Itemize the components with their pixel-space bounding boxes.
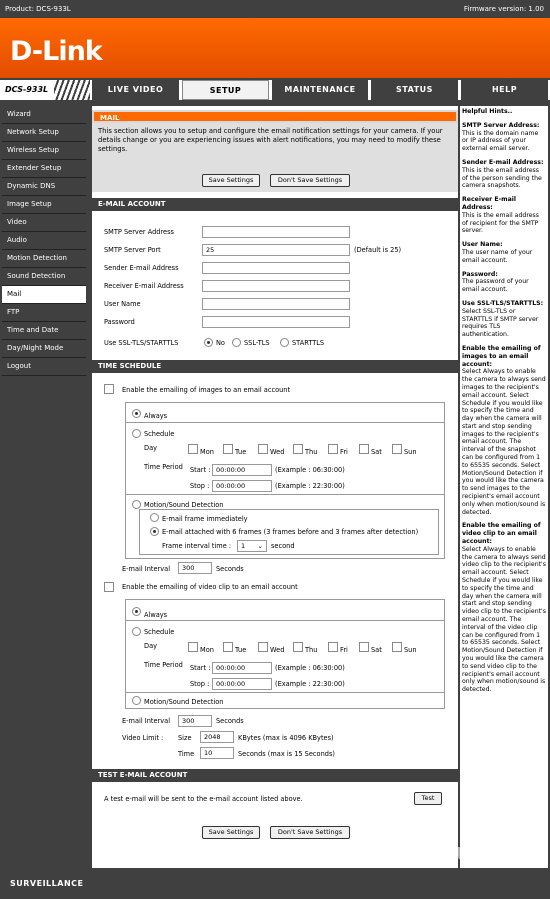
images-day-checkbox[interactable]	[328, 444, 338, 454]
hint-text: The user name of your email account.	[462, 248, 533, 264]
main-content	[92, 106, 458, 868]
sidebar-item-mail[interactable]: Mail	[2, 286, 86, 304]
mail-description: This section allows you to setup and configure the email notification settings for your camera. If your details change or you are experiencing issues with alert notifications, you may need to modify these settings.	[98, 127, 443, 153]
dlink-logo: D-Link	[10, 36, 102, 67]
mail-description-panel	[92, 123, 458, 192]
hint-title: Sender E-mail Address:	[462, 158, 544, 166]
frames-6-label: E-mail attached with 6 frames (3 frames before and 3 frames after detection)	[162, 528, 419, 536]
tab-maintenance[interactable]: MAINTENANCE	[272, 80, 368, 100]
ssl-radio-ssl-tls[interactable]	[232, 338, 241, 347]
sidebar	[2, 106, 86, 376]
video-time-note: Seconds (max is 15 Seconds)	[238, 750, 335, 758]
hint-text: This is the email address of recipient for the SMTP server.	[462, 211, 539, 235]
video-day-checkbox[interactable]	[359, 642, 369, 652]
enable-images-label: Enable the emailing of images to an email account	[122, 386, 291, 394]
sender-email-input[interactable]	[202, 262, 350, 274]
hint-title: Use SSL-TLS/STARTTLS:	[462, 299, 544, 307]
product-name: Product: DCS-933L	[5, 5, 71, 13]
hint-text: This is the email address of the person sending the camera snapshots.	[462, 166, 542, 190]
ssl-option-no: No	[216, 339, 225, 347]
video-day-checkbox[interactable]	[223, 642, 233, 652]
images-stop-input[interactable]: 00:00:00	[212, 480, 272, 492]
divider	[126, 422, 444, 423]
hint-text: The password of your email account.	[462, 278, 529, 294]
hint-title: Enable the emailing of images to an email account:	[462, 344, 541, 368]
sidebar-item-time-and-date[interactable]: Time and Date	[2, 322, 86, 340]
banner	[0, 18, 550, 78]
images-day-label: Day	[144, 444, 158, 452]
nav-bar	[0, 80, 550, 100]
divider	[126, 620, 444, 621]
tab-help[interactable]: HELP	[461, 80, 548, 100]
hint-title: Password:	[462, 270, 498, 278]
images-schedule-radio[interactable]	[132, 429, 141, 438]
sidebar-item-network-setup[interactable]: Network Setup	[2, 124, 86, 142]
sidebar-item-sound-detection[interactable]: Sound Detection	[2, 268, 86, 286]
day-thu: Thu	[305, 448, 318, 456]
day-fri: Fri	[340, 448, 348, 456]
sidebar-item-wireless-setup[interactable]: Wireless Setup	[2, 142, 86, 160]
hint-text: Select Always to enable the camera to always send images to the recipient's email account. Select Schedule if you would like to specify the time and day when the camera will start and stop sending images to the recipient's email account. The interval of the snapshot can be configured from 1 to 65535 seconds. Select Motion/Sound Detection if you would like the camera to send images to the recipient's email account only when motion/sound is detected.	[462, 368, 546, 516]
save-settings-button-bottom[interactable]: Save Settings	[202, 826, 260, 839]
test-email-section	[92, 769, 458, 817]
images-email-interval-input[interactable]: 300	[178, 562, 212, 574]
video-stop-label: Stop :	[190, 680, 210, 688]
images-motion-label: Motion/Sound Detection	[144, 501, 224, 509]
video-day-label: Day	[144, 642, 158, 650]
smtp-port-default: (Default is 25)	[354, 246, 402, 254]
video-schedule-radio[interactable]	[132, 627, 141, 636]
ssl-radio-starttls[interactable]	[280, 338, 289, 347]
video-size-label: Size	[178, 734, 192, 742]
model-stripes	[54, 80, 90, 100]
images-start-example: (Example : 06:30:00)	[275, 466, 345, 474]
day-mon: Mon	[200, 448, 214, 456]
password-label: Password	[104, 318, 135, 326]
video-day-checkbox[interactable]	[293, 642, 303, 652]
ssl-option-ssl-tls: SSL-TLS	[244, 339, 270, 347]
tab-status[interactable]: STATUS	[371, 80, 458, 100]
email-account-section	[92, 198, 458, 358]
hint-title: Receiver E-mail Address:	[462, 196, 517, 211]
video-day-checkbox[interactable]	[258, 642, 268, 652]
images-always-label: Always	[144, 412, 168, 420]
video-day-checkbox[interactable]	[392, 642, 402, 652]
hint-text: Select Always to enable the camera to always send video clip to the recipient's email account. Select Schedule if you would like to specify the time and day when the camera will start and stop sending video clip to the recipient's email account. The interval of the video clip can be configured from 1 to 65535 seconds. Select Motion/Sound Detection if you would like the camera to send video clip to the recipient's email account only when motion/sound is detected.	[462, 545, 546, 694]
images-email-interval-label: E-mail Interval	[122, 565, 171, 573]
images-email-interval-unit: Seconds	[216, 565, 244, 573]
sidebar-item-dynamic-dns[interactable]: Dynamic DNS	[2, 178, 86, 196]
day-tue: Tue	[235, 646, 247, 654]
images-start-input[interactable]: 00:00:00	[212, 464, 272, 476]
video-time-input[interactable]: 10	[200, 747, 234, 759]
email-account-title: E-MAIL ACCOUNT	[92, 198, 458, 211]
divider	[126, 494, 444, 495]
images-day-checkbox[interactable]	[293, 444, 303, 454]
helpful-hints	[460, 106, 548, 868]
images-day-checkbox[interactable]	[359, 444, 369, 454]
tab-live-video[interactable]: LIVE VIDEO	[92, 80, 179, 100]
day-thu: Thu	[305, 646, 318, 654]
hint-text: Select SSL-TLS or STARTTLS if SMTP server requires TLS authentication.	[462, 307, 539, 339]
model-badge	[2, 80, 90, 100]
sidebar-item-video[interactable]: Video	[2, 214, 86, 232]
images-start-label: Start :	[190, 466, 211, 474]
frame-immediately-label: E-mail frame immediately	[162, 515, 248, 523]
smtp-address-input[interactable]	[202, 226, 350, 238]
enable-video-checkbox[interactable]	[104, 582, 114, 592]
video-email-interval-unit: Seconds	[216, 717, 244, 725]
frame-interval-select[interactable]	[237, 540, 267, 552]
frame-interval-unit: second	[271, 542, 295, 550]
chevron-down-icon: ⌄	[257, 542, 263, 550]
video-start-label: Start :	[190, 664, 211, 672]
video-time-label: Time	[178, 750, 195, 758]
video-day-checkbox[interactable]	[328, 642, 338, 652]
video-motion-radio[interactable]	[132, 696, 141, 705]
test-email-title: TEST E-MAIL ACCOUNT	[92, 769, 458, 782]
user-name-input[interactable]	[202, 298, 350, 310]
video-stop-example: (Example : 22:30:00)	[275, 680, 345, 688]
footer-text: SURVEILLANCE	[10, 879, 84, 888]
user-name-label: User Name	[104, 300, 141, 308]
sender-email-label: Sender E-mail Address	[104, 264, 179, 272]
divider	[126, 692, 444, 693]
video-schedule-label: Schedule	[144, 628, 175, 636]
footer	[0, 870, 550, 899]
video-start-example: (Example : 06:30:00)	[275, 664, 345, 672]
day-tue: Tue	[235, 448, 247, 456]
video-stop-input[interactable]: 00:00:00	[212, 678, 272, 690]
frame-immediately-radio[interactable]	[150, 513, 159, 522]
time-schedule-section	[92, 360, 458, 766]
day-sun: Sun	[404, 448, 417, 456]
test-email-description: A test e-mail will be sent to the e-mail account listed above.	[104, 795, 303, 803]
day-sat: Sat	[371, 448, 382, 456]
frame-interval-value: 1	[241, 542, 246, 550]
password-input[interactable]	[202, 316, 350, 328]
images-schedule-label: Schedule	[144, 430, 175, 438]
sidebar-item-logout[interactable]: Logout	[2, 358, 86, 376]
hint-title: SMTP Server Address:	[462, 121, 540, 129]
ssl-option-starttls: STARTTLS	[292, 339, 325, 347]
test-button[interactable]: Test	[414, 792, 442, 805]
video-email-interval-input[interactable]: 300	[178, 715, 212, 727]
video-start-input[interactable]: 00:00:00	[212, 662, 272, 674]
day-sat: Sat	[371, 646, 382, 654]
day-wed: Wed	[270, 448, 285, 456]
mail-section	[92, 110, 458, 192]
watermark: JagatReview	[360, 840, 513, 865]
video-email-interval-label: E-mail Interval	[122, 717, 171, 725]
ssl-label: Use SSL-TLS/STARTTLS	[104, 339, 179, 347]
top-bar	[0, 0, 550, 18]
firmware-version: Firmware version: 1.00	[463, 5, 544, 13]
frames-6-radio[interactable]	[150, 527, 159, 536]
tab-setup[interactable]: SETUP	[182, 80, 269, 100]
day-mon: Mon	[200, 646, 214, 654]
mail-title: MAIL	[92, 110, 458, 123]
images-day-checkbox[interactable]	[392, 444, 402, 454]
images-time-period-label: Time Period	[144, 463, 183, 471]
save-settings-button-top[interactable]: Save Settings	[202, 174, 260, 187]
hint-title: Enable the emailing of video clip to an email account:	[462, 522, 541, 546]
frame-interval-label: Frame interval time :	[162, 542, 232, 550]
day-fri: Fri	[340, 646, 348, 654]
images-day-checkbox[interactable]	[188, 444, 198, 454]
images-day-checkbox[interactable]	[258, 444, 268, 454]
model-name: DCS-933L	[5, 85, 49, 94]
images-motion-radio[interactable]	[132, 500, 141, 509]
video-always-label: Always	[144, 611, 168, 619]
sidebar-item-ftp[interactable]: FTP	[2, 304, 86, 322]
smtp-address-label: SMTP Server Address	[104, 228, 174, 236]
time-schedule-title: TIME SCHEDULE	[92, 360, 458, 373]
sidebar-item-motion-detection[interactable]: Motion Detection	[2, 250, 86, 268]
images-stop-example: (Example : 22:30:00)	[275, 482, 345, 490]
dont-save-settings-button-top[interactable]: Don't Save Settings	[270, 174, 350, 187]
images-always-radio[interactable]	[132, 409, 141, 418]
video-motion-label: Motion/Sound Detection	[144, 698, 224, 706]
receiver-email-label: Receiver E-mail Address	[104, 282, 184, 290]
enable-video-label: Enable the emailing of video clip to an email account	[122, 583, 298, 591]
video-limit-label: Video Limit :	[122, 734, 164, 742]
receiver-email-input[interactable]	[202, 280, 350, 292]
sidebar-item-wizard[interactable]: Wizard	[2, 106, 86, 124]
smtp-port-label: SMTP Server Port	[104, 246, 161, 254]
sidebar-item-day-night-mode[interactable]: Day/Night Mode	[2, 340, 86, 358]
images-stop-label: Stop :	[190, 482, 210, 490]
video-always-radio[interactable]	[132, 607, 141, 616]
video-time-period-label: Time Period	[144, 661, 183, 669]
hint-text: This is the domain name or IP address of your external email server.	[462, 129, 539, 153]
sidebar-item-extender-setup[interactable]: Extender Setup	[2, 160, 86, 178]
hint-title: User Name:	[462, 241, 503, 249]
day-wed: Wed	[270, 646, 285, 654]
sidebar-item-audio[interactable]: Audio	[2, 232, 86, 250]
enable-images-checkbox[interactable]	[104, 384, 114, 394]
images-day-checkbox[interactable]	[223, 444, 233, 454]
day-sun: Sun	[404, 646, 417, 654]
sidebar-item-image-setup[interactable]: Image Setup	[2, 196, 86, 214]
hints-title: Helpful Hints..	[462, 108, 513, 115]
video-size-note: KBytes (max is 4096 KBytes)	[238, 734, 334, 742]
video-size-input[interactable]: 2048	[200, 731, 234, 743]
video-day-checkbox[interactable]	[188, 642, 198, 652]
dont-save-settings-button-bottom[interactable]: Don't Save Settings	[270, 826, 350, 839]
ssl-radio-no[interactable]	[204, 338, 213, 347]
smtp-port-input[interactable]: 25	[202, 244, 350, 256]
